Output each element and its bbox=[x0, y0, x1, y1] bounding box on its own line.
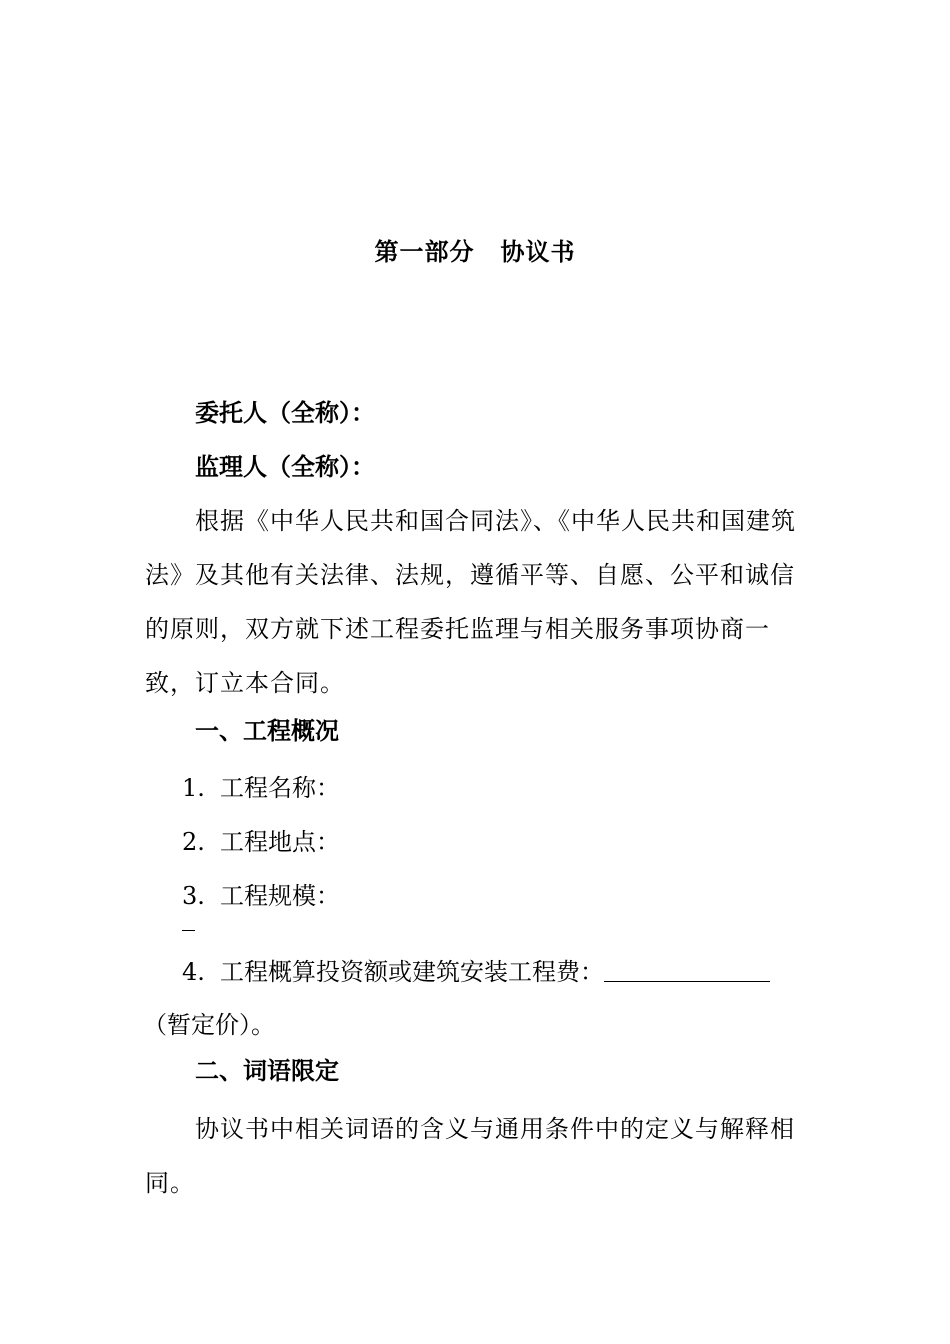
intro-paragraph bbox=[145, 494, 810, 710]
item-text: 工程名称： bbox=[220, 774, 340, 802]
list-item bbox=[182, 880, 340, 912]
page-title bbox=[0, 232, 950, 267]
intro-text: 根据《中华人民共和国合同法》、《中华人民共和国建筑法》及其他有关法律、法规，遵循平等、自愿、公平和诚信的原则，双方就下述工程委托监理与相关服务事项协商一致，订立本合同。 bbox=[145, 507, 796, 697]
item-text: 工程地点： bbox=[220, 828, 340, 856]
item-text: 工程规模： bbox=[220, 882, 340, 910]
item-number: 3. bbox=[182, 882, 205, 910]
section2-paragraph bbox=[145, 1102, 810, 1210]
item-number: 2. bbox=[182, 828, 205, 856]
section2-text: 协议书中相关词语的含义与通用条件中的定义与解释相同。 bbox=[145, 1115, 795, 1197]
list-item bbox=[182, 826, 340, 858]
item-text: 工程概算投资额或建筑安装工程费： bbox=[220, 958, 604, 986]
fill-in-blank bbox=[604, 955, 770, 982]
item-number: 1. bbox=[182, 774, 205, 802]
item-number: 4. bbox=[182, 958, 205, 986]
section1-heading: 一、工程概况 bbox=[195, 717, 339, 745]
item4-suffix: （暂定价）。 bbox=[143, 1011, 275, 1039]
title-name: 协议书 bbox=[500, 238, 576, 266]
list-item bbox=[182, 955, 770, 988]
stray-dash bbox=[182, 930, 195, 931]
title-part: 第一部分 bbox=[374, 238, 475, 266]
client-label: 委托人（全称）： bbox=[195, 399, 375, 427]
list-item bbox=[182, 772, 340, 804]
section2-heading: 二、词语限定 bbox=[195, 1057, 339, 1085]
supervisor-label: 监理人（全称）： bbox=[195, 453, 375, 481]
